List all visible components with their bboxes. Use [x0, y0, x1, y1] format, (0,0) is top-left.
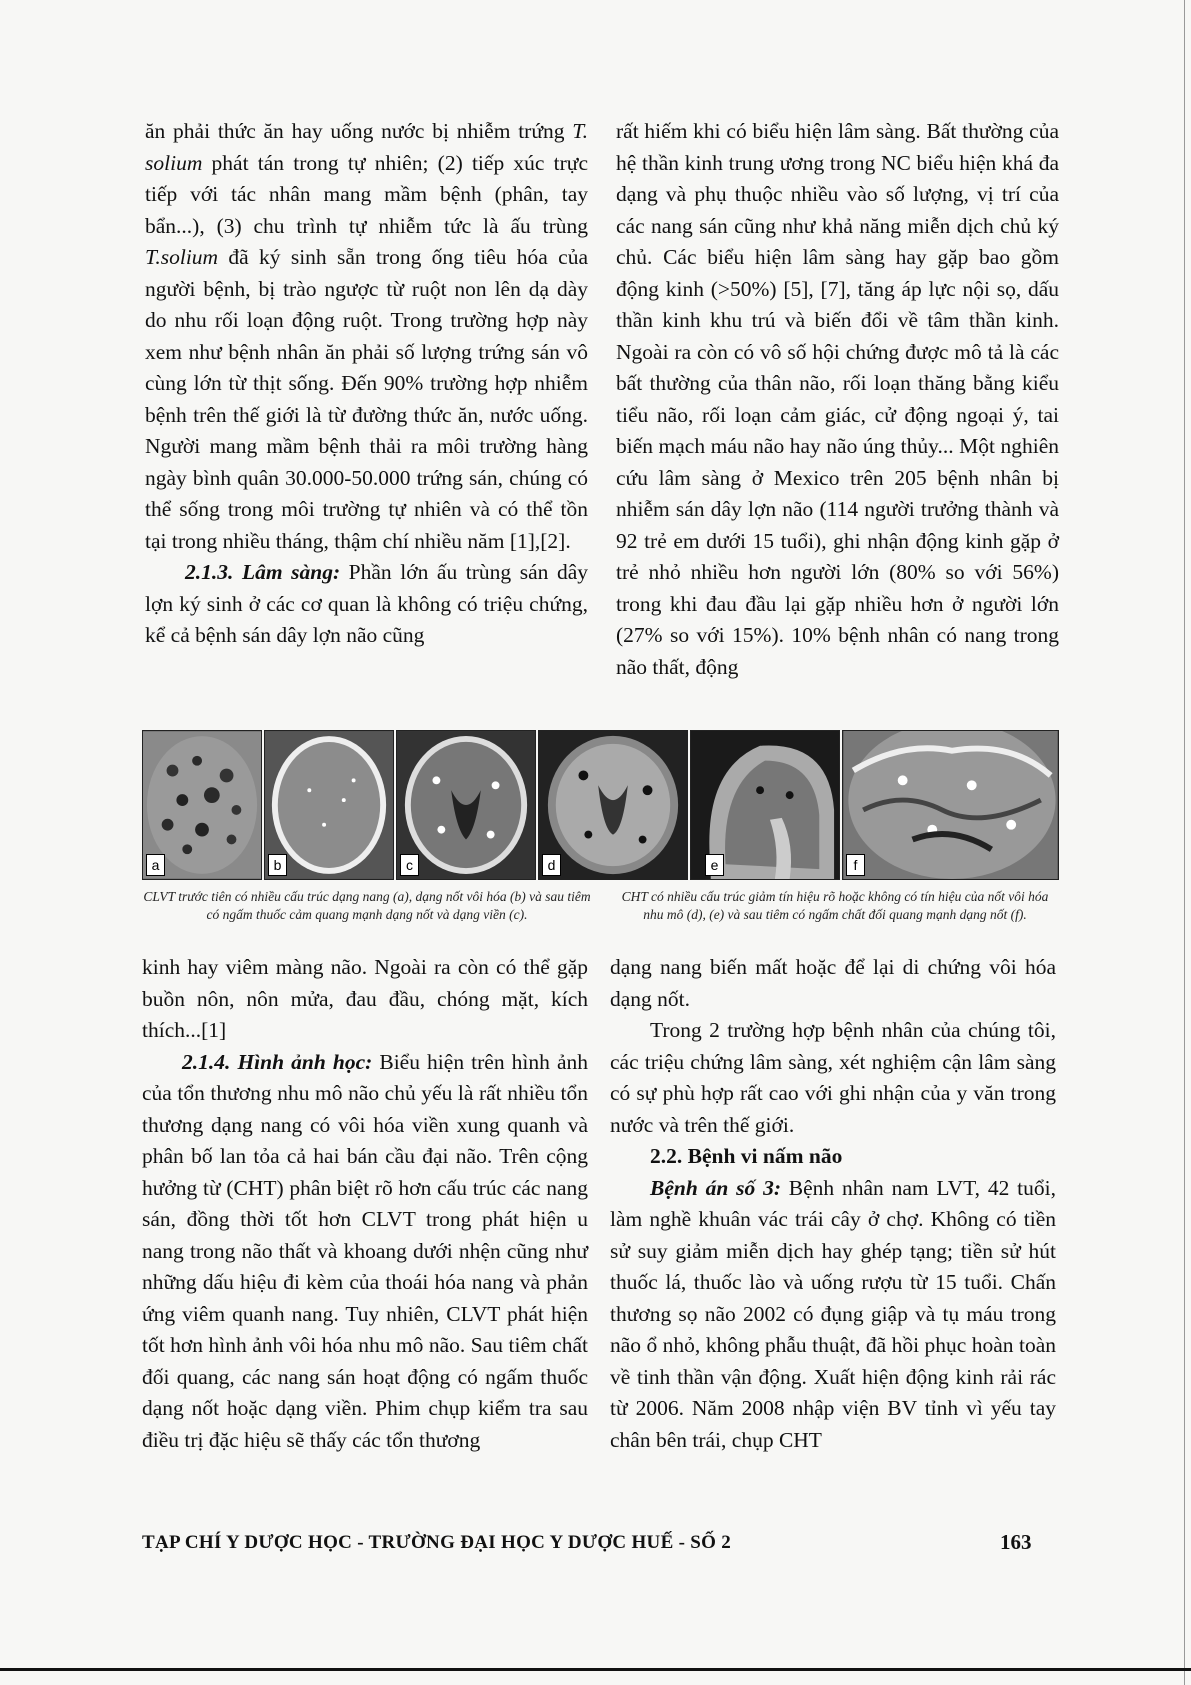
journal-footer: TẠP CHÍ Y DƯỢC HỌC - TRƯỜNG ĐẠI HỌC Y DƯỢC HUẾ - SỐ 2	[142, 1532, 732, 1553]
right-column-top	[616, 116, 1059, 683]
case-heading-3: Bệnh án số 3:	[650, 1175, 781, 1200]
species-name: T. solium	[145, 119, 588, 175]
figure-panel-b	[264, 730, 394, 880]
paragraph: Trong 2 trường hợp bệnh nhân của chúng tôi, các triệu chứng lâm sàng, xét nghiệm cận lâm sàng có sự phù hợp rất cao với ghi nhận của y văn trong nước và trên thế giới.	[610, 1018, 1056, 1137]
figure-panel-a	[142, 730, 262, 880]
bottom-rule	[0, 1668, 1191, 1671]
page-number: 163	[1000, 1530, 1032, 1554]
section-heading-2-2: 2.2. Bệnh vi nấm não	[650, 1144, 843, 1168]
left-column-top	[145, 116, 588, 652]
species-name: T.solium	[145, 245, 219, 269]
paragraph: ăn phải thức ăn hay uống nước bị nhiễm trứng T. solium phát tán trong tự nhiên; (2) tiếp xúc trực tiếp với tác nhân mang mầm bệnh (phân, tay bẩn...), (3) chu trình tự nhiễm tức là ấu trùng T.solium đã ký sinh sẵn trong ống tiêu hóa của người bệnh, bị trào ngược từ ruột non lên dạ dày do nhu rối loạn động ruột. Trong trường hợp này xem như bệnh nhân ăn phải số lượng trứng sán vô cùng lớn từ thịt sống. Đến 90% trường hợp nhiễm bệnh trên thế giới là từ đường thức ăn, nước uống. Người mang mầm bệnh thải ra môi trường hàng ngày bình quân 30.000-50.000 trứng sán, chúng có thể sống trong môi trường tự nhiên và có thể tồn tại trong nhiều tháng, thậm chí nhiều năm [1],[2].	[145, 119, 588, 553]
figure-mri-ct-strip	[142, 730, 1059, 880]
paragraph: rất hiếm khi có biểu hiện lâm sàng. Bất thường của hệ thần kinh trung ương trong NC biểu hiện khá đa dạng và phụ thuộc nhiều vào số lượng, vị trí của các nang sán cũng như khả năng miễn dịch chủ ký chủ. Các biểu hiện lâm sàng hay gặp bao gồm động kinh (>50%) [5], [7], tăng áp lực nội sọ, dấu thần kinh khu trú và biến đổi về tâm thần kinh. Ngoài ra còn có vô số hội chứng được mô tả là các bất thường của thân não, rối loạn thăng bằng kiểu tiểu não, rối loạn cảm giác, cử động ngoại ý, tai biến mạch máu não hay não úng thủy... Một nghiên cứu lâm sàng ở Mexico trên 205 bệnh nhân bị nhiễm sán dây lợn não (114 người trưởng thành và 92 trẻ em dưới 15 tuổi), ghi nhận động kinh gặp ở trẻ nhỏ nhiều hơn người lớn (80% so với 56%) trong khi đau đầu lại gặp nhiều hơn ở người lớn (27% so với 15%). 10% bệnh nhân có nang trong não thất, động	[616, 119, 1059, 679]
figure-panel-f	[842, 730, 1059, 880]
left-column-bottom	[142, 952, 588, 1456]
panel-label: b	[268, 854, 287, 876]
paragraph: 2.1.3. Lâm sàng: Phần lớn ấu trùng sán dây lợn ký sinh ở các cơ quan là không có triệu chứng, kể cả bệnh sán dây lợn não cũng	[145, 560, 588, 647]
section-heading-2-1-3: 2.1.3. Lâm sàng:	[185, 560, 341, 584]
figure-panel-e	[690, 730, 840, 880]
mri-scan-image	[843, 731, 1058, 879]
mri-scan-image	[539, 731, 687, 879]
figure-caption-left: CLVT trước tiên có nhiều cấu trúc dạng nang (a), dạng nốt vôi hóa (b) và sau tiêm có ngấm thuốc cảm quang mạnh dạng nốt và dạng viền (c).	[143, 889, 591, 922]
paragraph: dạng nang biến mất hoặc để lại di chứng vôi hóa dạng nốt.	[610, 955, 1056, 1011]
panel-label: f	[846, 854, 865, 876]
section-heading-2-1-4: 2.1.4. Hình ảnh học:	[182, 1049, 373, 1074]
figure-panel-c	[396, 730, 536, 880]
page-edge-line	[1184, 0, 1185, 1685]
paragraph: Bệnh án số 3: Bệnh nhân nam LVT, 42 tuổi, làm nghề khuân vác trái cây ở chợ. Không có tiền sử suy giảm miễn dịch hay ghép tạng; tiền sử hút thuốc lá, thuốc lào và uống rượu từ 15 tuổi. Chấn thương sọ não 2002 có đụng giập và tụ máu trong não ổ nhỏ, không phẫu thuật, đã hồi phục hoàn toàn về tinh thần vận động. Xuất hiện động kinh rải rác từ 2006. Năm 2008 nhập viện BV tỉnh vì yếu tay chân bên trái, chụp CHT	[610, 1175, 1056, 1452]
paragraph: 2.1.4. Hình ảnh học: Biểu hiện trên hình ảnh của tổn thương nhu mô não chủ yếu là rất nhiều tổn thương dạng nang có vôi hóa viền xung quanh và phân bố lan tỏa cả hai bán cầu đại não. Trên cộng hưởng từ (CHT) phân biệt rõ hơn cấu trúc các nang sán, đồng thời tốt hơn CLVT trong phát hiện u nang trong não thất và khoang dưới nhện cũng như những dấu hiệu đi kèm của thoái hóa nang và phản ứng viêm quanh nang. Tuy nhiên, CLVT phát hiện tốt hơn hình ảnh vôi hóa nhu mô não. Sau tiêm chất đối quang, các nang sán hoạt động có ngấm thuốc dạng nốt hoặc dạng viền. Phim chụp kiểm tra sau điều trị đặc hiệu sẽ thấy các tổn thương	[142, 1049, 588, 1452]
right-column-bottom	[610, 952, 1056, 1456]
figure-panel-d	[538, 730, 688, 880]
panel-label: d	[542, 854, 561, 876]
panel-label: a	[146, 854, 165, 876]
paragraph: kinh hay viêm màng não. Ngoài ra còn có thể gặp buồn nôn, nôn mửa, đau đầu, chóng mặt, kích thích...[1]	[142, 955, 588, 1042]
panel-label: c	[400, 854, 419, 876]
panel-label: e	[705, 854, 724, 876]
figure-caption-right: CHT có nhiều cấu trúc giảm tín hiệu rõ hoặc không có tín hiệu của nốt vôi hóa nhu mô (d), (e) và sau tiêm có ngấm chất đối quang mạnh dạng nốt (f).	[621, 889, 1049, 922]
